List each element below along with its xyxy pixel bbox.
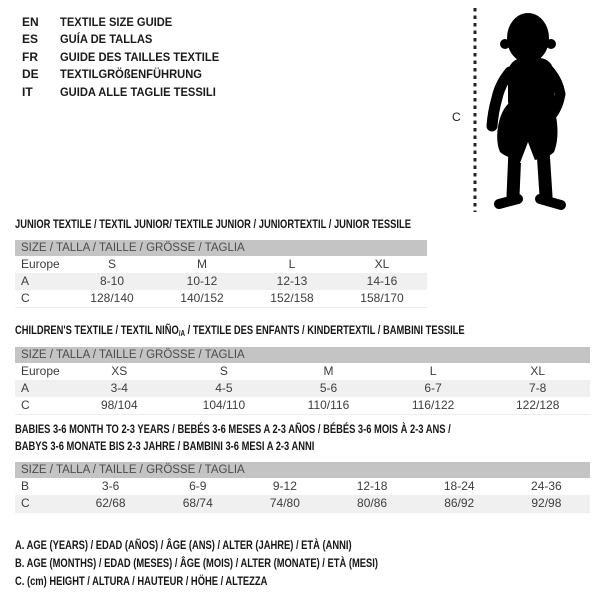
children-title-main: CHILDREN'S TEXTILE / TEXTIL NIÑO: [15, 323, 179, 337]
language-code: FR: [22, 49, 38, 64]
measure-legend: [15, 536, 378, 590]
cell: 6-7: [424, 381, 442, 395]
cell: 9-12: [272, 479, 297, 493]
row-label: Europe: [21, 364, 60, 378]
cell: XS: [111, 364, 128, 378]
language-code: DE: [22, 67, 39, 82]
cell: 18-24: [443, 479, 475, 493]
language-label: GUIDE DES TAILLES TEXTILE: [60, 49, 220, 64]
cell: 140/152: [157, 290, 247, 308]
cell: 74/80: [241, 495, 328, 513]
legend-line-a: A. AGE (YEARS) / EDAD (AÑOS) / ÂGE (ANS) / ALTER (JAHRE) / ETÀ (ANNI): [15, 538, 352, 552]
cell: 4-5: [215, 381, 233, 395]
cell: 12-18: [356, 479, 388, 493]
cell: 10-12: [186, 274, 218, 288]
language-row-it: [22, 83, 231, 101]
cell: 158/170: [337, 290, 427, 308]
language-label: TEXTILE SIZE GUIDE: [60, 14, 173, 29]
cell: L: [288, 257, 296, 271]
cell: XL: [374, 257, 390, 271]
cell: 152/158: [247, 290, 337, 308]
cell: M: [197, 257, 207, 271]
junior-size-table: [15, 240, 427, 308]
table-row-age: [15, 273, 427, 290]
row-label: C: [15, 397, 67, 415]
cell: M: [323, 364, 334, 378]
size-header-bar: SIZE / TALLA / TAILLE / GRÖSSE / TAGLIA: [15, 462, 590, 478]
cell: 24-36: [531, 479, 562, 493]
row-label: C: [15, 495, 67, 513]
table-row-height: [15, 290, 427, 308]
cell: 5-6: [319, 381, 338, 395]
baby-foot-right: [540, 199, 561, 205]
cell: 92/98: [503, 495, 590, 513]
baby-ear-left: [500, 39, 510, 49]
cell: 122/128: [485, 397, 590, 415]
cell: 80/86: [328, 495, 415, 513]
babies-size-table: [15, 462, 590, 513]
cell: 128/140: [67, 290, 157, 308]
language-label: GUIDA ALLE TAGLIE TESSILI: [60, 84, 216, 99]
cell: 116/122: [381, 397, 486, 415]
junior-section-title: JUNIOR TEXTILE / TEXTIL JUNIOR/ TEXTILE JUNIOR / JUNIORTEXTIL / JUNIOR TESSILE: [15, 217, 411, 231]
legend-line-c: C. (cm) HEIGHT / ALTURA / HAUTEUR / HÖHE / ALTEZZA: [15, 574, 268, 588]
legend-line-b: B. AGE (MONTHS) / EDAD (MESES) / ÂGE (MOIS) / ALTER (MONATE) / ETÀ (MESI): [15, 556, 378, 570]
table-row-height: [15, 397, 590, 415]
height-measure-label: C: [452, 110, 461, 124]
language-row-es: [22, 31, 231, 49]
cell: XL: [530, 364, 546, 378]
babies-title-line1: BABIES 3-6 MONTH TO 2-3 YEARS / BEBÉS 3-6 MESES A 2-3 AÑOS / BÉBÉS 3-6 MOIS À 2-3 ANS /: [15, 422, 451, 436]
cell: 3-6: [101, 479, 120, 493]
cell: 8-10: [99, 274, 125, 288]
row-label: A: [21, 381, 30, 395]
children-section-title: [15, 322, 465, 340]
cell: 3-4: [110, 381, 128, 395]
cell: 62/68: [67, 495, 154, 513]
size-header-bar: SIZE / TALLA / TAILLE / GRÖSSE / TAGLIA: [15, 240, 427, 256]
baby-leg-right: [543, 150, 546, 196]
cell: S: [219, 364, 228, 378]
cell: 86/92: [416, 495, 503, 513]
language-label: TEXTILGRÖßENFÜHRUNG: [60, 67, 202, 82]
table-row-europe: [15, 256, 427, 273]
cell: 104/110: [172, 397, 277, 415]
row-label: A: [21, 274, 30, 288]
baby-foot-left: [499, 199, 518, 204]
cell: 6-9: [189, 479, 207, 493]
baby-body-icon: [492, 13, 561, 205]
row-label: B: [21, 479, 30, 493]
babies-title-line2: BABYS 3-6 MONATE BIS 2-3 JAHRE / BAMBINI 3-6 MESI A 2-3 ANNI: [15, 439, 315, 453]
cell: L: [429, 364, 437, 378]
size-header-bar: SIZE / TALLA / TAILLE / GRÖSSE / TAGLIA: [15, 347, 590, 363]
cell: 98/104: [67, 397, 172, 415]
language-row-fr: [22, 48, 231, 66]
cell: 14-16: [366, 274, 398, 288]
language-row-de: [22, 66, 231, 84]
cell: 110/116: [276, 397, 381, 415]
children-title-rest: / TEXTILE DES ENFANTS / KINDERTEXTIL / BAMBINI TESSILE: [185, 323, 465, 337]
babies-section-title: [15, 421, 451, 455]
children-title-sub: /A: [178, 329, 186, 338]
table-row-months: [15, 478, 590, 495]
table-row-europe: [15, 363, 590, 380]
language-code: EN: [22, 14, 39, 29]
language-code: IT: [22, 84, 33, 99]
cell: 12-13: [276, 274, 308, 288]
children-size-table: [15, 347, 590, 415]
baby-leg-left: [513, 150, 515, 196]
table-row-age: [15, 380, 590, 397]
row-label: C: [15, 290, 67, 308]
language-header: [22, 13, 231, 101]
cell: 68/74: [154, 495, 241, 513]
baby-ear-right: [546, 39, 556, 49]
cell: S: [107, 257, 116, 271]
row-label: Europe: [21, 257, 60, 271]
toddler-silhouette: [440, 0, 600, 220]
language-row-en: [22, 13, 231, 31]
cell: 7-8: [529, 381, 547, 395]
language-code: ES: [22, 32, 39, 47]
language-label: GUÍA DE TALLAS: [60, 32, 153, 47]
table-row-height: [15, 495, 590, 513]
